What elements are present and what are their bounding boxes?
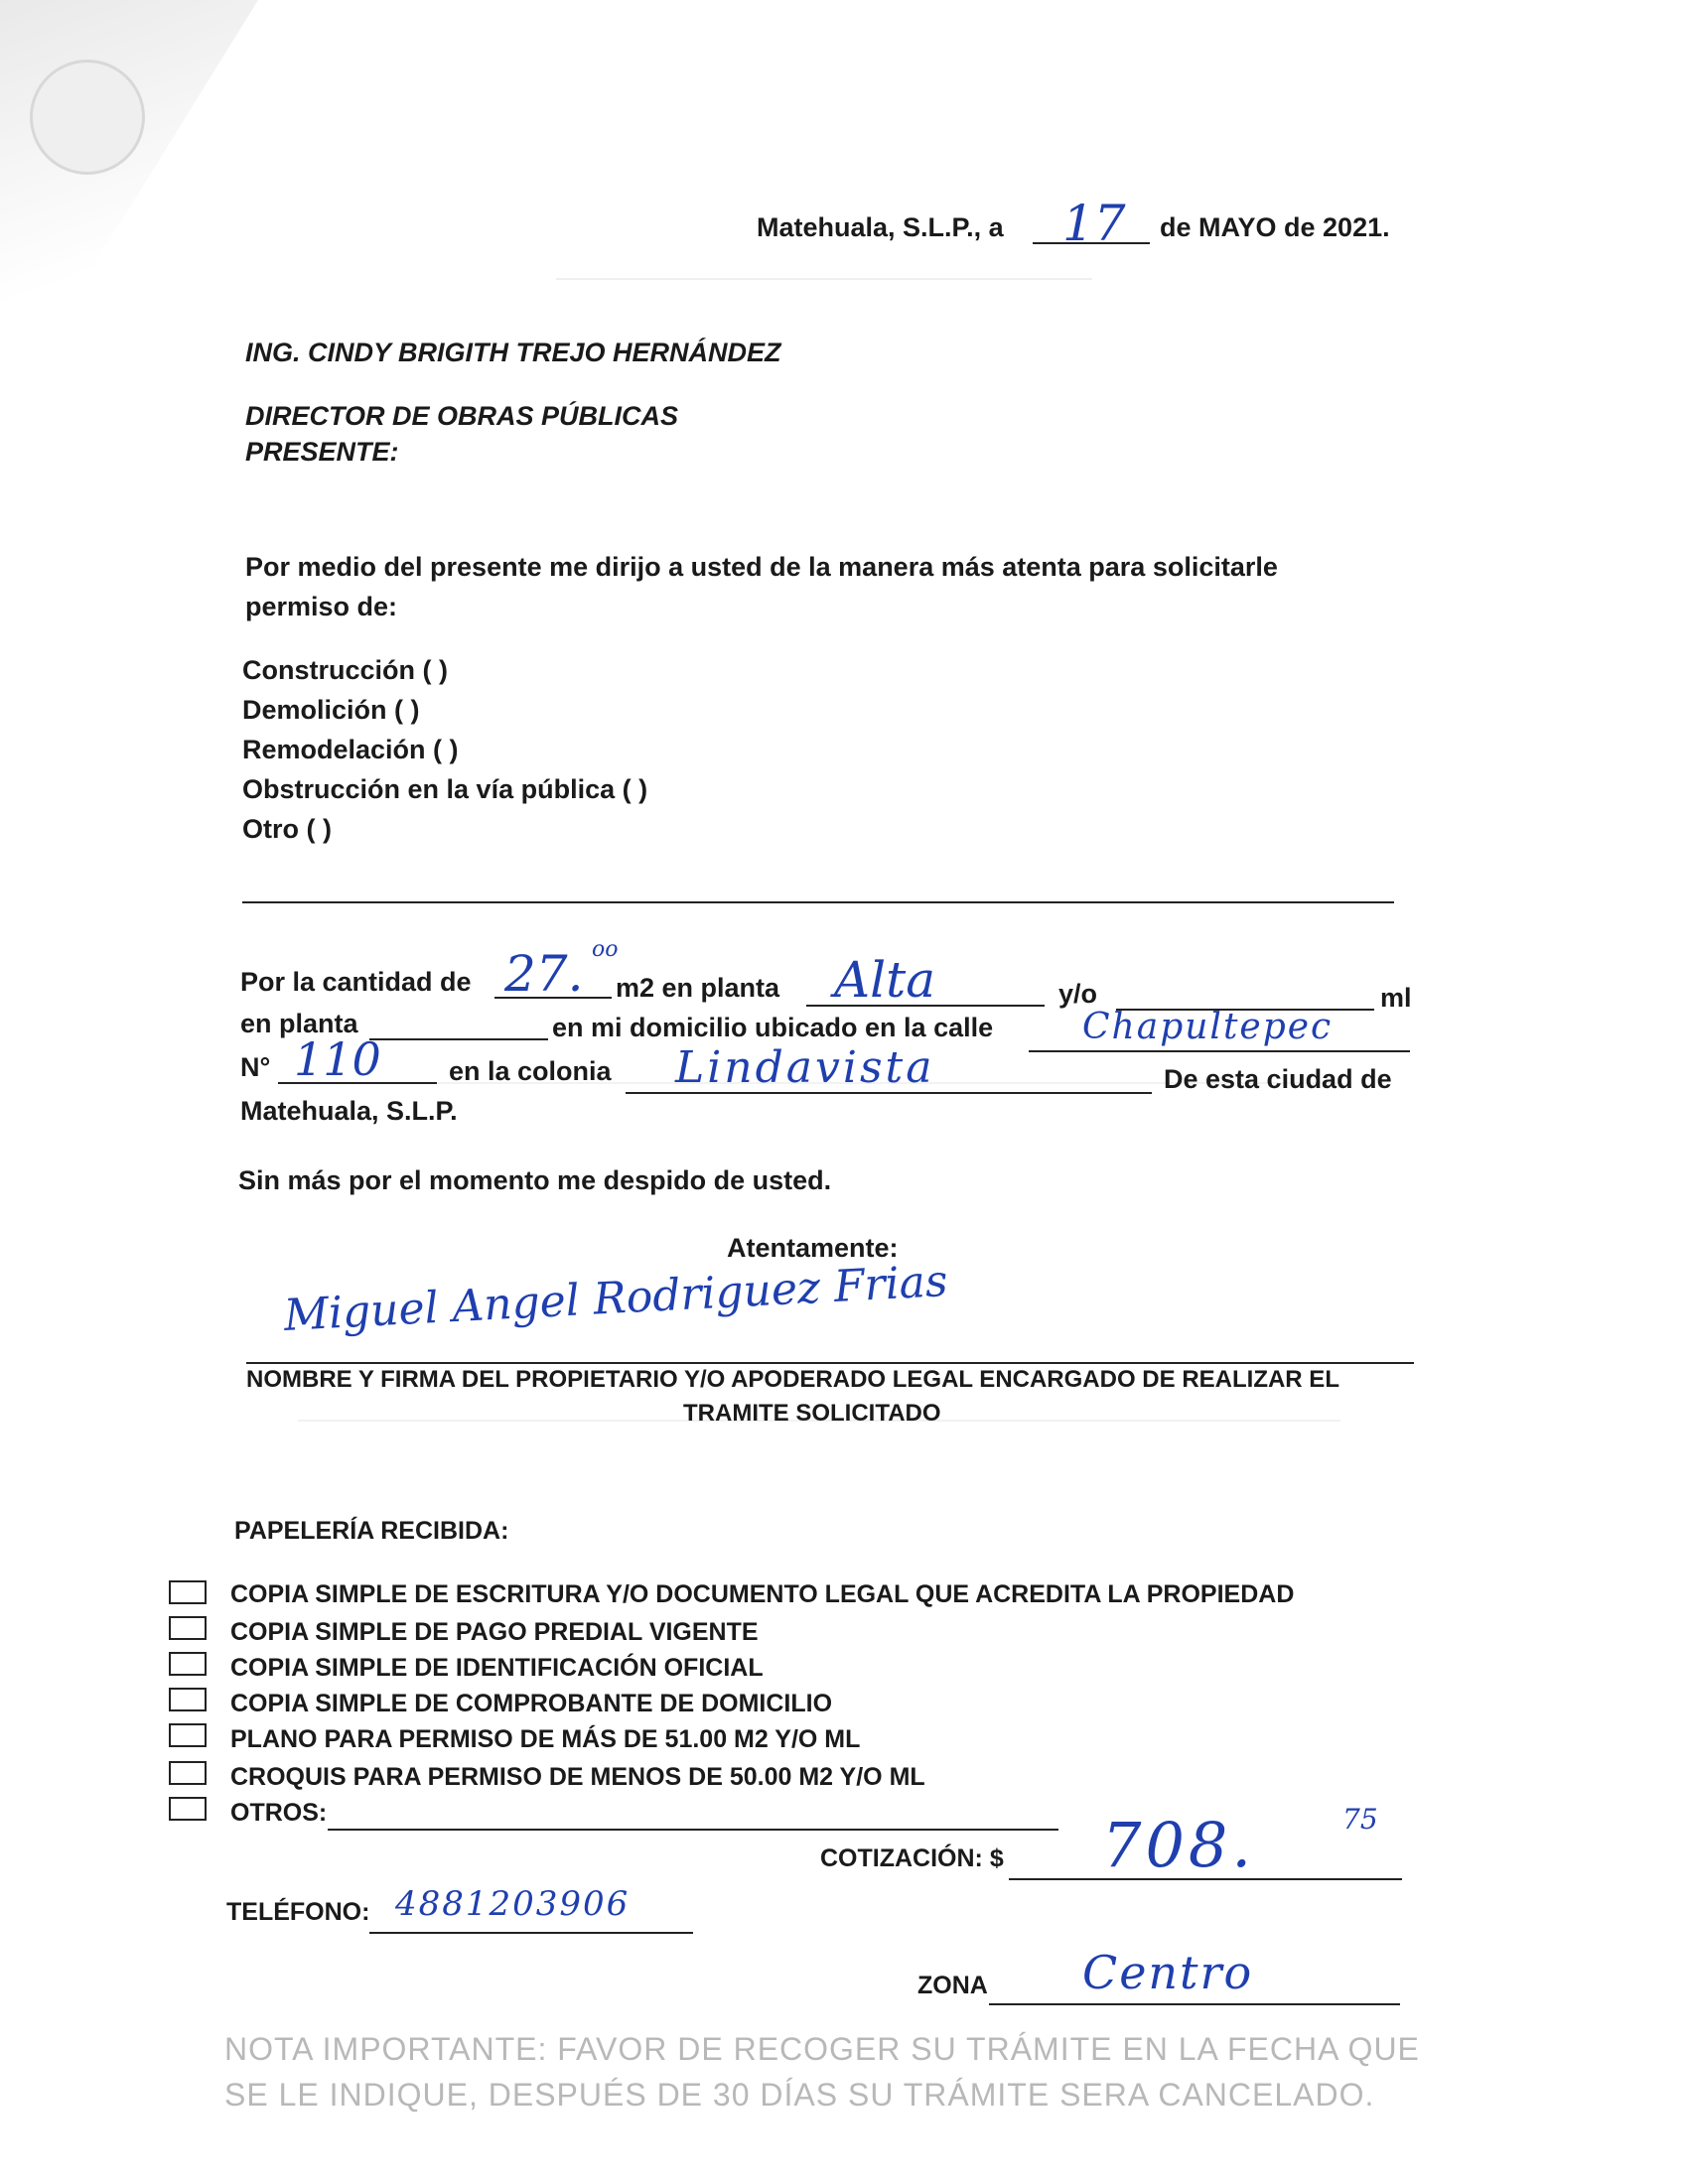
ciudad-label: De esta ciudad de xyxy=(1164,1064,1392,1094)
calle-value[interactable]: Chapultepec xyxy=(1082,1007,1334,1047)
intro-line-1: Por medio del presente me dirijo a usted de la manera más atenta para solicitarle xyxy=(245,552,1278,582)
nota-line-2: SE LE INDIQUE, DESPUÉS DE 30 DÍAS SU TRÁMITE SERA CANCELADO. xyxy=(224,2077,1375,2113)
recipient-name: ING. CINDY BRIGITH TREJO HERNÁNDEZ xyxy=(245,338,781,367)
zona-underline xyxy=(989,2003,1400,2005)
calle-underline xyxy=(1029,1050,1410,1052)
item-croquis: CROQUIS PARA PERMISO DE MENOS DE 50.00 M2 Y/O ML xyxy=(230,1763,925,1791)
presente-label: PRESENTE: xyxy=(245,437,399,467)
ciudad-line-2: Matehuala, S.L.P. xyxy=(240,1096,458,1126)
paperwork-title: PAPELERÍA RECIBIDA: xyxy=(234,1517,509,1545)
cotizacion-label: COTIZACIÓN: $ xyxy=(820,1844,1004,1872)
checkbox-comprobante[interactable] xyxy=(169,1688,207,1711)
yo-label: y/o xyxy=(1058,979,1098,1009)
option-construccion[interactable]: Construcción ( ) xyxy=(242,655,448,685)
planta-value[interactable]: Alta xyxy=(834,951,936,1009)
cotizacion-value[interactable]: 708. xyxy=(1102,1809,1256,1881)
numero-label: N° xyxy=(240,1052,271,1082)
zona-label: ZONA xyxy=(917,1972,988,1999)
checkbox-croquis[interactable] xyxy=(169,1761,207,1785)
cantidad-value[interactable]: 27. xyxy=(504,945,584,1003)
item-comprobante: COPIA SIMPLE DE COMPROBANTE DE DOMICILIO xyxy=(230,1690,833,1717)
telefono-label: TELÉFONO: xyxy=(226,1898,370,1926)
option-otro[interactable]: Otro ( ) xyxy=(242,814,332,844)
cotizacion-cents: 75 xyxy=(1342,1803,1378,1836)
signature-line xyxy=(246,1362,1414,1364)
checkbox-escritura[interactable] xyxy=(169,1580,207,1604)
nota-line-1: NOTA IMPORTANTE: FAVOR DE RECOGER SU TRÁMITE EN LA FECHA QUE xyxy=(224,2031,1420,2067)
otros-underline xyxy=(328,1829,1058,1831)
stamp-seal xyxy=(30,60,145,175)
signature-caption-1: NOMBRE Y FIRMA DEL PROPIETARIO Y/O APODERADO LEGAL ENCARGADO DE REALIZAR EL xyxy=(246,1366,1339,1393)
farewell-text: Sin más por el momento me despido de usted. xyxy=(238,1165,832,1195)
colonia-value[interactable]: Lindavista xyxy=(675,1042,935,1093)
place-prefix: Matehuala, S.L.P., a xyxy=(757,212,1004,242)
colonia-label: en la colonia xyxy=(449,1056,612,1086)
m2-label: m2 en planta xyxy=(616,973,780,1003)
checkbox-otros[interactable] xyxy=(169,1797,207,1821)
ml-label: ml xyxy=(1380,983,1412,1013)
date-month-year: de MAYO de 2021. xyxy=(1160,212,1390,242)
item-escritura: COPIA SIMPLE DE ESCRITURA Y/O DOCUMENTO LEGAL QUE ACREDITA LA PROPIEDAD xyxy=(230,1580,1295,1608)
signature-caption-2: TRAMITE SOLICITADO xyxy=(683,1400,941,1427)
option-obstruccion[interactable]: Obstrucción en la vía pública ( ) xyxy=(242,774,648,804)
en-planta-underline xyxy=(369,1038,548,1040)
signature: Miguel Angel Rodriguez Frias xyxy=(282,1256,949,1341)
otro-underline xyxy=(242,901,1394,903)
checkbox-identificacion[interactable] xyxy=(169,1652,207,1676)
cantidad-label: Por la cantidad de xyxy=(240,967,472,997)
en-planta-label: en planta xyxy=(240,1009,358,1038)
domicilio-label: en mi domicilio ubicado en la calle xyxy=(552,1013,994,1042)
scan-corner-shadow xyxy=(0,0,258,417)
telefono-value[interactable]: 4881203906 xyxy=(395,1884,631,1924)
atentamente-label: Atentamente: xyxy=(727,1233,899,1263)
option-remodelacion[interactable]: Remodelación ( ) xyxy=(242,735,459,764)
telefono-underline xyxy=(369,1932,693,1934)
option-demolicion[interactable]: Demolición ( ) xyxy=(242,695,420,725)
numero-value[interactable]: 110 xyxy=(294,1032,381,1086)
zona-value[interactable]: Centro xyxy=(1082,1946,1254,1999)
checkbox-plano[interactable] xyxy=(169,1723,207,1747)
item-otros: OTROS: xyxy=(230,1799,328,1827)
item-identificacion: COPIA SIMPLE DE IDENTIFICACIÓN OFICIAL xyxy=(230,1654,764,1682)
checkbox-predial[interactable] xyxy=(169,1616,207,1640)
cantidad-superscript: oo xyxy=(592,937,619,962)
item-predial: COPIA SIMPLE DE PAGO PREDIAL VIGENTE xyxy=(230,1618,759,1646)
recipient-position: DIRECTOR DE OBRAS PÚBLICAS xyxy=(245,401,679,431)
item-plano: PLANO PARA PERMISO DE MÁS DE 51.00 M2 Y/O ML xyxy=(230,1725,861,1753)
date-day: 17 xyxy=(1062,195,1126,252)
intro-line-2: permiso de: xyxy=(245,592,398,621)
